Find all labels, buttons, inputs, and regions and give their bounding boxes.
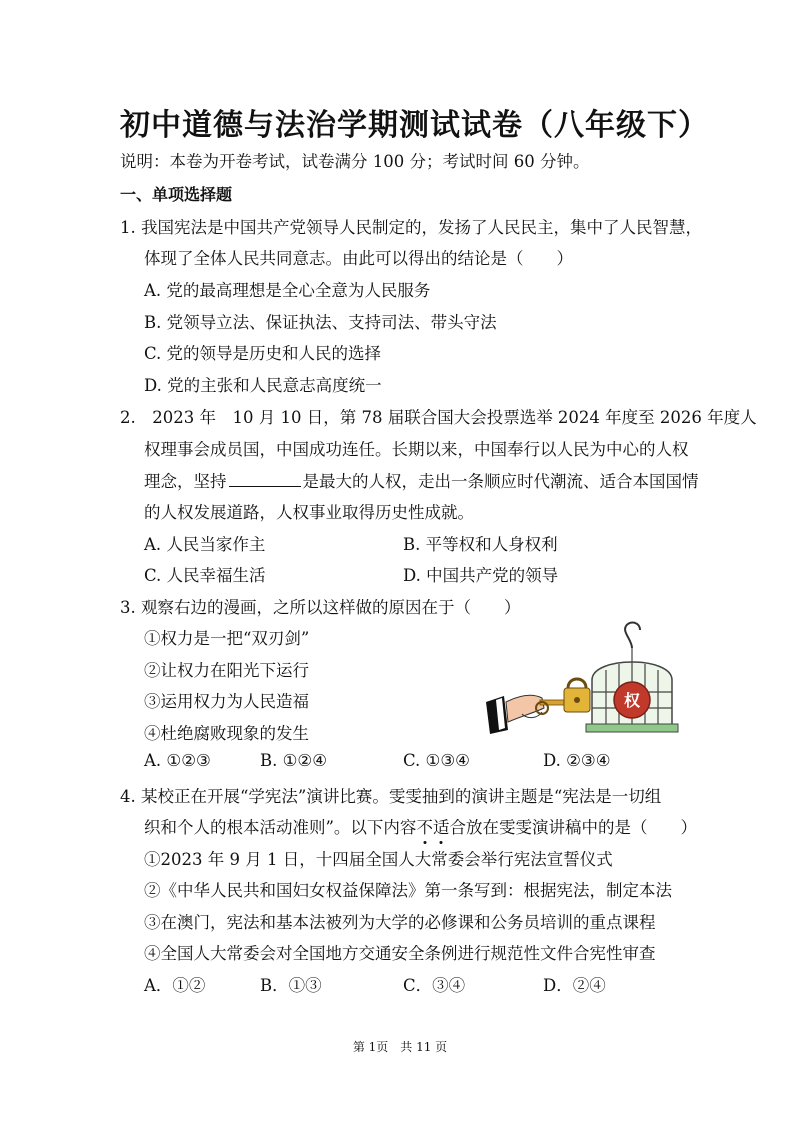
q2-stem-line4: 的人权发展道路，人权事业取得历史性成就。 bbox=[144, 503, 474, 522]
q2-line3-prefix: 理念，坚持 bbox=[144, 472, 227, 491]
q2-line3-suffix: 是最大的人权，走出一条顺应时代潮流、适合本国国情 bbox=[302, 472, 699, 491]
q4-option-d: D．②④ bbox=[543, 976, 606, 995]
q2-option-a: A. 人民当家作主 bbox=[144, 535, 266, 554]
q3-statement-1: ①权力是一把“双刃剑” bbox=[144, 629, 310, 648]
q4-statement-1: ①2023 年 9 月 1 日，十四届全国人大常委会举行宪法宣誓仪式 bbox=[144, 850, 613, 869]
q4-option-c: C．③④ bbox=[403, 976, 466, 995]
q2-stem-line1: 2. 2023 年 10 月 10 日，第 78 届联合国大会投票选举 2024 年度至 2026 年度人 bbox=[120, 408, 757, 427]
q4-stem-line1: 4. 某校正在开展“学宪法”演讲比赛。雯雯抽到的演讲主题是“宪法是一切组 bbox=[120, 787, 662, 806]
q3-option-a: A. ①②③ bbox=[144, 751, 211, 770]
q1-stem-line1: 1. 我国宪法是中国共产党领导人民制定的，发扬了人民民主，集中了人民智慧， bbox=[120, 218, 702, 237]
cartoon-power-cage-illustration bbox=[482, 618, 692, 743]
answer-blank bbox=[229, 470, 301, 487]
page-footer: 第 1页 共 11 页 bbox=[352, 1040, 448, 1054]
q4-option-a: A．①② bbox=[144, 976, 206, 995]
q2-stem-line2: 权理事会成员国，中国成功连任。长期以来，中国奉行以人民为中心的人权 bbox=[144, 440, 689, 459]
page-title: 初中道德与法治学期测试试卷（八年级下） bbox=[120, 108, 709, 143]
emphasis-char: 不 bbox=[416, 818, 433, 837]
q1-stem-line2: 体现了全体人民共同意志。由此可以得出的结论是（ ） bbox=[144, 249, 573, 268]
exam-note: 说明：本卷为开卷考试，试卷满分 100 分；考试时间 60 分钟。 bbox=[120, 152, 590, 171]
q4-option-b: B．①③ bbox=[260, 976, 322, 995]
q1-option-d: D. 党的主张和人民意志高度统一 bbox=[144, 376, 382, 395]
q2-stem-line3 bbox=[144, 468, 699, 492]
q1-option-a: A. 党的最高理想是全心全意为人民服务 bbox=[144, 281, 431, 300]
q4-statement-2: ②《中华人民共和国妇女权益保障法》第一条写到：根据宪法，制定本法 bbox=[144, 881, 672, 900]
q4-statement-3: ③在澳门，宪法和基本法被列为大学的必修课和公务员培训的重点课程 bbox=[144, 913, 656, 932]
q3-statement-2: ②让权力在阳光下运行 bbox=[144, 661, 309, 680]
q4-statement-4: ④全国人大常委会对全国地方交通安全条例进行规范性文件合宪性审查 bbox=[144, 944, 656, 963]
q2-option-d: D. 中国共产党的领导 bbox=[403, 566, 559, 585]
q3-option-c: C. ①③④ bbox=[403, 751, 470, 770]
q4-line2-suffix: 合放在雯雯演讲稿中的是（ ） bbox=[449, 818, 697, 837]
q3-statement-3: ③运用权力为人民造福 bbox=[144, 692, 309, 711]
q4-stem-line2 bbox=[144, 814, 697, 838]
q2-option-c: C. 人民幸福生活 bbox=[144, 566, 266, 585]
q3-option-b: B. ①②④ bbox=[260, 751, 327, 770]
cartoon-power-label: 权 bbox=[623, 691, 641, 710]
emphasis-char: 适 bbox=[432, 818, 450, 837]
q1-option-b: B. 党领导立法、保证执法、支持司法、带头守法 bbox=[144, 313, 497, 332]
q4-line2-prefix: 织和个人的根本活动准则”。以下内容 bbox=[144, 818, 417, 837]
section-heading: 一、单项选择题 bbox=[120, 185, 233, 204]
q2-option-b: B. 平等权和人身权利 bbox=[403, 535, 558, 554]
q3-stem: 3. 观察右边的漫画，之所以这样做的原因在于（ ） bbox=[120, 598, 521, 617]
q1-option-c: C. 党的领导是历史和人民的选择 bbox=[144, 344, 382, 363]
q3-statement-4: ④杜绝腐败现象的发生 bbox=[144, 724, 309, 743]
q3-option-d: D. ②③④ bbox=[543, 751, 611, 770]
